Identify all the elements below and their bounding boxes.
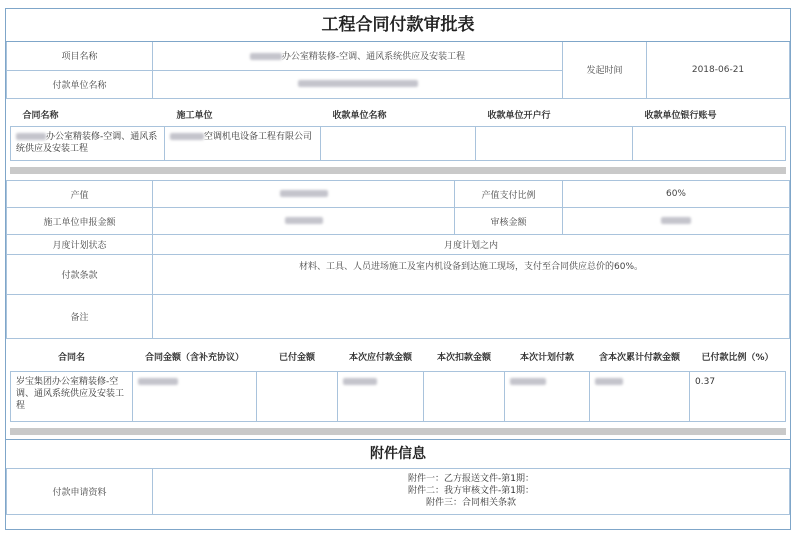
payable-amount-cell [338,371,424,421]
redacted-text [343,378,377,385]
terms-label: 付款条款 [7,255,153,295]
redacted-text [170,133,204,140]
col-payee: 收款单位名称 [321,103,476,127]
redacted-text [280,190,328,197]
cumulative-amount-cell [590,371,690,421]
paid-ratio-cell: 0.37 [690,371,786,421]
col-cumulative-amount: 含本次累计付款金额 [590,343,690,371]
bank-cell [476,127,633,161]
payer-name-value [153,70,563,98]
col-contract-name: 合同名称 [11,103,165,127]
redacted-text [661,217,691,224]
payment-contract-name-cell: 岁宝集团办公室精装修-空调、通风系统供应及安装工程 [11,371,133,421]
output-label: 产值 [7,181,153,208]
contract-amount-cell [133,371,257,421]
section-divider [10,167,786,174]
project-name-label: 项目名称 [7,42,153,70]
start-time-label: 发起时间 [563,42,647,98]
payer-name-label: 付款单位名称 [7,70,153,98]
table-row [11,127,786,161]
redacted-text [510,378,546,385]
planned-payment-cell [505,371,590,421]
payee-cell [321,127,476,161]
info-table [6,42,790,99]
col-contract-amount: 合同金额（含补充协议） [133,343,257,371]
builder-cell: 空调机电设备工程有限公司 [165,127,321,161]
project-name-value: 办公室精装修-空调、通风系统供应及安装工程 [153,42,563,70]
col-deduction-amount: 本次扣款金额 [424,343,505,371]
deduction-amount-cell [424,371,505,421]
audited-amount-label: 审核金额 [455,208,563,235]
remark-label: 备注 [7,295,153,339]
audited-amount-value [563,208,790,235]
start-time-value: 2018-06-21 [647,42,790,98]
col-account: 收款单位银行账号 [633,103,786,127]
redacted-text [285,217,323,224]
col-planned-payment: 本次计划付款 [505,343,590,371]
declared-amount-value [153,208,455,235]
form-title: 工程合同付款审批表 [6,9,790,42]
terms-value: 材料、工具、人员进场施工及室内机设备到达施工现场，支付至合同供应总价的60%。 [153,255,790,295]
monthly-status-value: 月度计划之内 [153,235,790,255]
monthly-status-label: 月度计划状态 [7,235,153,255]
approval-form [5,8,791,530]
output-ratio-label: 产值支付比例 [455,181,563,208]
col-builder: 施工单位 [165,103,321,127]
attachments-list [153,469,790,515]
redacted-text [138,378,178,385]
attachments-table [6,469,790,516]
col-contract: 合同名 [11,343,133,371]
attachment-link-2[interactable]: 附件二：我方审核文件-第1期： [408,486,534,497]
payment-table [10,343,786,422]
section-divider [10,428,786,435]
redacted-text [298,80,418,87]
redacted-text [16,133,46,140]
declared-amount-label: 施工单位申报金额 [7,208,153,235]
col-paid-ratio: 已付款比例（%） [690,343,786,371]
output-ratio-value: 60% [563,181,790,208]
contract-name-cell: 办公室精装修-空调、通风系统供应及安装工程 [11,127,165,161]
account-cell [633,127,786,161]
redacted-text [250,53,282,60]
redacted-text [595,378,623,385]
attachments-label: 付款申请资料 [7,469,153,515]
attachment-link-1[interactable]: 附件一：乙方报送文件-第1期： [408,474,534,485]
remark-value [153,295,790,339]
table-row [11,371,786,421]
output-value [153,181,455,208]
col-bank: 收款单位开户行 [476,103,633,127]
contract-table [10,103,786,162]
attachments-title: 附件信息 [6,439,790,469]
summary-table [6,180,790,339]
col-paid-amount: 已付金额 [257,343,338,371]
paid-amount-cell [257,371,338,421]
attachment-link-3[interactable]: 附件三：合同相关条款 [425,498,516,509]
col-payable-amount: 本次应付款金额 [338,343,424,371]
